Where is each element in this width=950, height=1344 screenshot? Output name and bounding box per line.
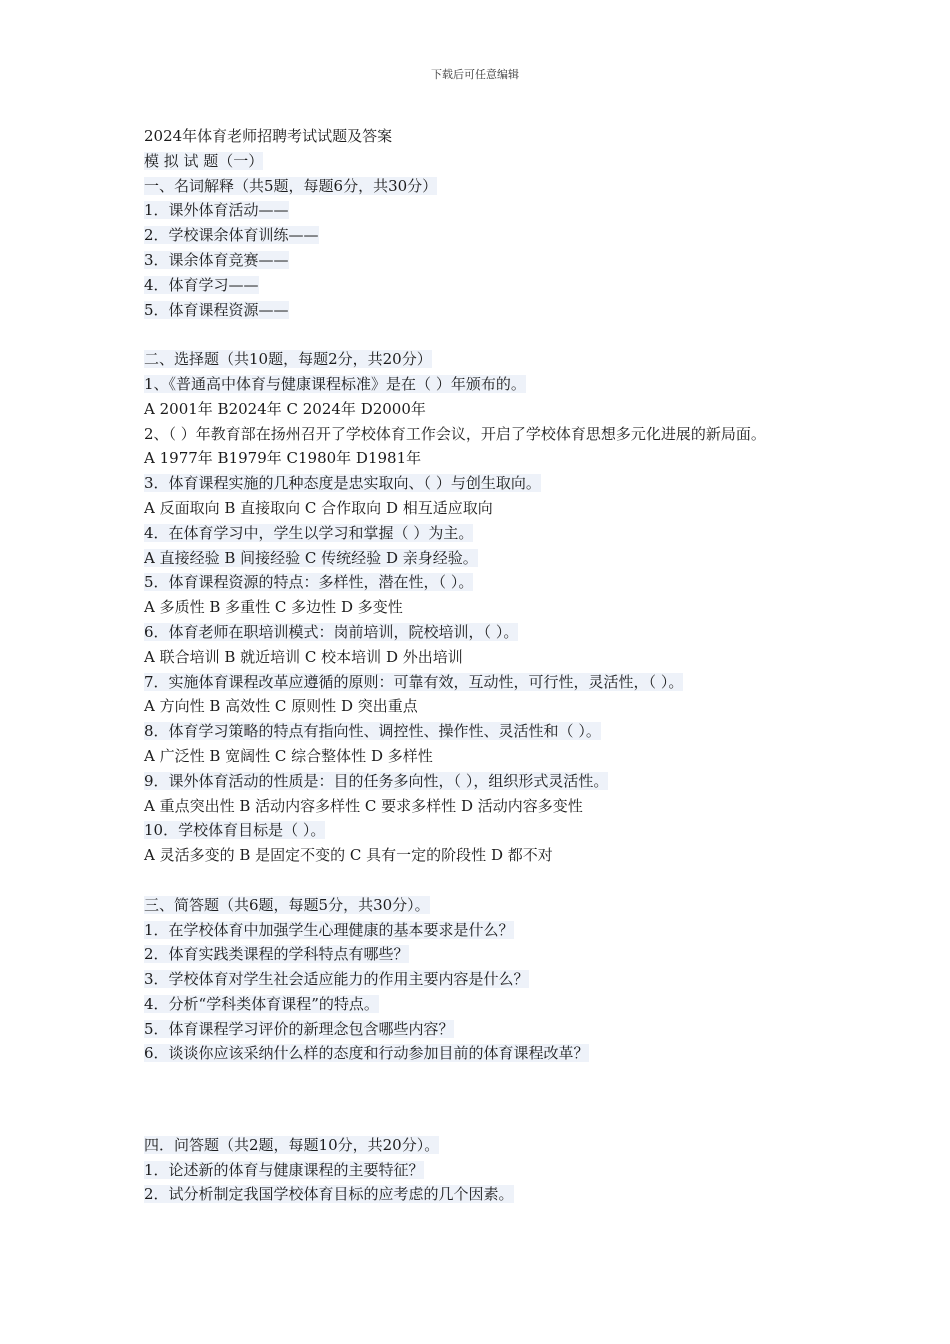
question-item: 4．分析“学科类体育课程”的特点。: [144, 994, 379, 1013]
answer-options: A 2001年 B2024年 C 2024年 D2000年: [144, 399, 426, 418]
section-heading-3: 三、简答题（共6题，每题5分，共30分）。: [144, 895, 430, 914]
question-item: 1．课外体育活动——: [144, 201, 289, 220]
answer-options: A 广泛性 B 宽阔性 C 综合整体性 D 多样性: [144, 746, 433, 765]
question-item: 5．体育课程资源——: [144, 300, 289, 319]
question-item: 6．谈谈你应该采纳什么样的态度和行动参加目前的体育课程改革？: [144, 1044, 589, 1063]
question-item: 2．试分析制定我国学校体育目标的应考虑的几个因素。: [144, 1185, 514, 1204]
answer-options: A 直接经验 B 间接经验 C 传统经验 D 亲身经验。: [144, 548, 478, 567]
question-item: 6．体育老师在职培训模式：岗前培训，院校培训，（ ）。: [144, 622, 519, 641]
document-title: 2024年体育老师招聘考试试题及答案: [144, 127, 393, 145]
question-item: 2、（ ）年教育部在扬州召开了学校体育工作会议，开启了学校体育思想多元化进展的新局面。: [144, 424, 766, 443]
document-body: [144, 124, 824, 1207]
page-header: 下载后可任意编辑: [431, 68, 519, 81]
answer-options: A 灵活多变的 B 是固定不变的 C 具有一定的阶段性 D 都不对: [144, 846, 553, 865]
question-item: 3．学校体育对学生社会适应能力的作用主要内容是什么？: [144, 970, 529, 989]
answer-options: A 1977年 B1979年 C1980年 D1981年: [144, 449, 422, 468]
answer-options: A 方向性 B 高效性 C 原则性 D 突出重点: [144, 697, 418, 716]
answer-options: A 多质性 B 多重性 C 多边性 D 多变性: [144, 598, 403, 617]
question-item: 7．实施体育课程改革应遵循的原则：可靠有效，互动性，可行性，灵活性，（ ）。: [144, 672, 684, 691]
question-item: 4．体育学习——: [144, 275, 259, 294]
section-heading-4: 四．问答题（共2题，每题10分，共20分）。: [144, 1135, 440, 1154]
question-item: 3．课余体育竞赛——: [144, 250, 289, 269]
question-item: 8．体育学习策略的特点有指向性、调控性、操作性、灵活性和（ ）。: [144, 722, 601, 741]
question-item: 10．学校体育目标是（ ）。: [144, 821, 326, 840]
question-item: 9．课外体育活动的性质是：目的任务多向性，（ ），组织形式灵活性。: [144, 771, 609, 790]
question-item: 5．体育课程学习评价的新理念包含哪些内容？: [144, 1019, 454, 1038]
question-item: 1．在学校体育中加强学生心理健康的基本要求是什么？: [144, 920, 514, 939]
document-subtitle: 模 拟 试 题（一）: [144, 151, 264, 170]
question-item: 4．在体育学习中，学生以学习和掌握（ ）为主。: [144, 523, 474, 542]
section-heading-2: 二、选择题（共10题，每题2分，共20分）: [144, 350, 432, 369]
section-heading-1: 一、名词解释（共5题，每题6分，共30分）: [144, 176, 438, 195]
question-item: 5．体育课程资源的特点：多样性，潜在性，（ ）。: [144, 573, 474, 592]
answer-options: A 联合培训 B 就近培训 C 校本培训 D 外出培训: [144, 647, 463, 666]
answer-options: A 重点突出性 B 活动内容多样性 C 要求多样性 D 活动内容多变性: [144, 796, 583, 815]
answer-options: A 反面取向 B 直接取向 C 合作取向 D 相互适应取向: [144, 498, 493, 517]
question-item: 3．体育课程实施的几种态度是忠实取向、（ ）与创生取向。: [144, 474, 541, 493]
question-item: 2．体育实践类课程的学科特点有哪些？: [144, 945, 409, 964]
question-item: 1、《普通高中体育与健康课程标准》是在（ ）年颁布的。: [144, 374, 526, 393]
question-item: 2．学校课余体育训练——: [144, 226, 319, 245]
question-item: 1．论述新的体育与健康课程的主要特征？: [144, 1160, 424, 1179]
